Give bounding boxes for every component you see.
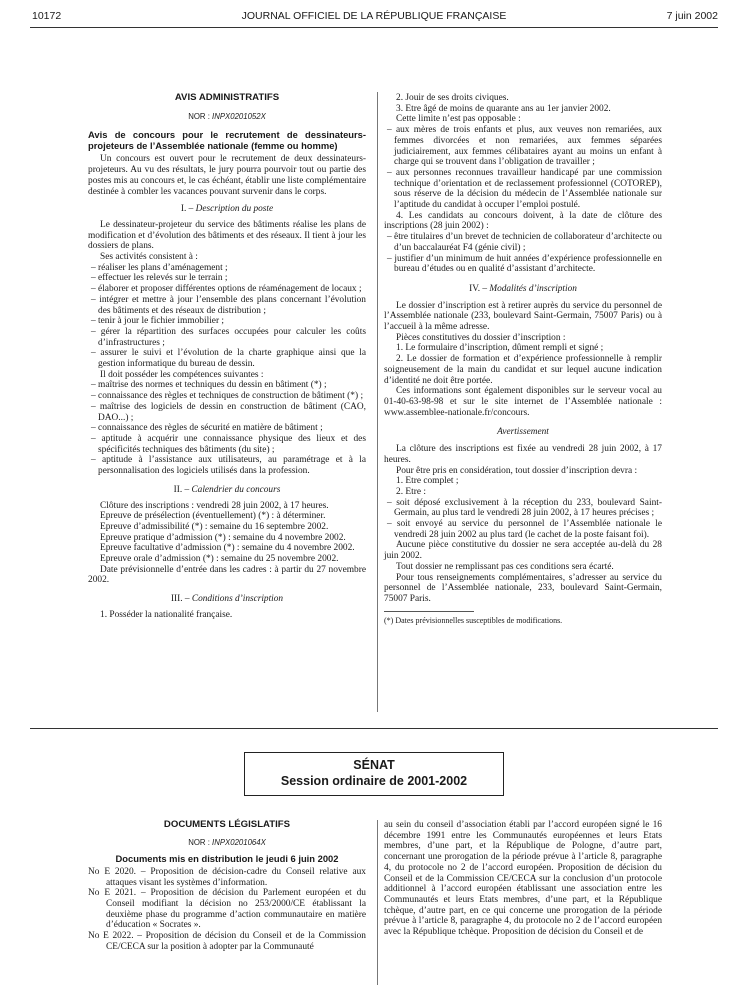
footnote-rule bbox=[384, 611, 474, 612]
list-item: – maîtrise des logiciels de dessin en construction de bâtiment (CAO, DAO...) ; bbox=[91, 401, 366, 423]
right-column bbox=[384, 93, 662, 626]
list-item: – connaissance des règles de sécurité en matière de bâtiment ; bbox=[91, 423, 323, 434]
doc-entry: No E 2020. – Proposition de décision-cadre du Conseil relative aux attaques visant les systèmes d’information. bbox=[88, 866, 366, 888]
section-heading: III. – Conditions d’inscription bbox=[170, 594, 284, 605]
docs-right-column bbox=[384, 820, 662, 938]
paragraph: 1. Posséder la nationalité française. bbox=[100, 609, 233, 620]
paragraph: Epreuve d’admissibilité (*) : semaine du 16 septembre 2002. bbox=[100, 521, 329, 532]
section-heading: II. – Calendrier du concours bbox=[173, 484, 281, 495]
list-item: – être titulaires d’un brevet de technicien de collaborateur d’architecte ou d’un baccalauréat F4 (génie civil) ; bbox=[387, 232, 662, 253]
list-item: – aptitude à acquérir une connaissance physique des lieux et des spécificités techniques des bâtiments (du site) ; bbox=[91, 433, 366, 455]
paragraph: Le dossier d’inscription est à retirer auprès du service du personnel de l’Assemblée nationale (233, boulevard Saint-Germain, 75007 Paris) ou à l’accueil à la même adresse. bbox=[384, 300, 662, 333]
journal-title: JOURNAL OFFICIEL DE LA RÉPUBLIQUE FRANÇAISE bbox=[241, 10, 507, 22]
paragraph: 3. Etre âgé de moins de quarante ans au 1er janvier 2002. bbox=[396, 103, 611, 114]
section-title: AVIS ADMINISTRATIFS bbox=[174, 92, 280, 103]
paragraph: Pour être pris en considération, tout dossier d’inscription devra : bbox=[396, 465, 638, 476]
docs-left-column bbox=[88, 820, 366, 953]
nor-line: NOR : INPX0201064X bbox=[188, 837, 266, 847]
paragraph: Cette limite n’est pas opposable : bbox=[396, 114, 521, 125]
docs-title: DOCUMENTS LÉGISLATIFS bbox=[163, 819, 291, 830]
list-item: – aptitude à l’assistance aux utilisateurs, au paramétrage et à la personnalisation des logiciels utilisés dans la profession. bbox=[91, 455, 366, 477]
list-item: – soit déposé exclusivement à la réception du 233, boulevard Saint-Germain, au plus tard le vendredi 28 juin 2002, à 17 heures précises ; bbox=[387, 497, 662, 519]
paragraph: 1. Le formulaire d’inscription, dûment rempli et signé ; bbox=[396, 343, 604, 354]
list-item: – aux mères de trois enfants et plus, aux veuves non remariées, aux femmes divorcées et non remariées, aux femmes séparées judiciairement, aux femmes célibataires ayant au moins un enfant à charge qui se trouvent dans l’obligation de travailler ; bbox=[387, 125, 662, 168]
nor-line: NOR : INPX0201052X bbox=[188, 111, 266, 121]
column-divider bbox=[377, 92, 378, 712]
paragraph: Ces informations sont également disponibles sur le serveur vocal au 01-40-63-98-98 et sur le site internet de l’Assemblée nationale : www.assemblee-nationale.fr/concours. bbox=[384, 386, 662, 418]
paragraph: Aucune pièce constitutive du dossier ne sera acceptée au-delà du 28 juin 2002. bbox=[384, 540, 662, 562]
doc-entry: No E 2022. – Proposition de décision du Conseil et de la Commission CE/CECA sur la position à adopter par la Communauté bbox=[88, 931, 366, 952]
issue-date: 7 juin 2002 bbox=[666, 10, 718, 22]
section-heading: IV. – Modalités d’inscription bbox=[469, 283, 577, 294]
paragraph: Epreuve facultative d’admission (*) : semaine du 4 novembre 2002. bbox=[100, 543, 355, 554]
list-item: – connaissance des règles et techniques de construction de bâtiment (*) ; bbox=[91, 391, 364, 402]
list-item: – élaborer et proposer différentes options de réaménagement de locaux ; bbox=[91, 284, 362, 295]
list-item: – tenir à jour le fichier immobilier ; bbox=[91, 316, 225, 327]
paragraph: Epreuve pratique d’admission (*) : semaine du 4 novembre 2002. bbox=[100, 532, 346, 543]
column-divider bbox=[377, 820, 378, 985]
senat-title: SÉNAT bbox=[353, 758, 395, 772]
list-item: – justifier d’un minimum de huit années d’expérience professionnelle en bureau d’études ou en qualité d’assistant d’architecte. bbox=[387, 253, 662, 275]
list-item: – réaliser les plans d’aménagement ; bbox=[91, 262, 228, 273]
paragraph: 4. Les candidats au concours doivent, à la date de clôture des inscriptions (28 juin 2002) : bbox=[384, 210, 662, 232]
paragraph: 2. Etre : bbox=[396, 486, 426, 497]
footnote: (*) Dates prévisionnelles susceptibles de modifications. bbox=[384, 615, 563, 625]
avertissement-heading: Avertissement bbox=[497, 427, 549, 438]
paragraph: Ses activités consistent à : bbox=[100, 252, 198, 263]
doc-entry: No E 2021. – Proposition de décision du Parlement européen et du Conseil modifiant la décision no 253/2000/CE établissant la deuxième phase du programme d’action communautaire en matière d’éducation « Socrates ». bbox=[88, 888, 366, 931]
list-item: – maîtrise des normes et techniques du dessin en bâtiment (*) ; bbox=[91, 380, 327, 391]
docs-subtitle: Documents mis en distribution le jeudi 6 juin 2002 bbox=[115, 853, 339, 865]
paragraph: Le dessinateur-projeteur du service des bâtiments réalise les plans de modification et d’évolution des bâtiments et des réseaux. Il tient à jour les dossiers de plans. bbox=[88, 219, 366, 252]
header-rule bbox=[30, 27, 718, 28]
paragraph: Clôture des inscriptions : vendredi 28 juin 2002, à 17 heures. bbox=[100, 500, 329, 511]
page-number: 10172 bbox=[32, 10, 62, 22]
section-heading: I. – Description du poste bbox=[180, 204, 274, 215]
list-item: – gérer la répartition des surfaces occupées pour calculer les coûts d’infrastructures ; bbox=[91, 326, 366, 348]
paragraph: 2. Jouir de ses droits civiques. bbox=[396, 93, 509, 103]
list-item: – effectuer les relevés sur le terrain ; bbox=[91, 273, 228, 284]
list-item: – assurer le suivi et l’évolution de la charte graphique ainsi que la gestion informatique du bureau de dessin. bbox=[91, 348, 366, 370]
paragraph: Epreuve de présélection (éventuellement) (*) : à déterminer. bbox=[100, 511, 326, 522]
left-column bbox=[88, 93, 366, 621]
paragraph: 2. Le dossier de formation et d’expérience professionnelle à remplir soigneusement de la main du candidat et sur lequel aucune indication d’identité ne doit être portée. bbox=[384, 354, 662, 386]
list-item: – soit envoyé au service du personnel de l’Assemblée nationale le vendredi 28 juin 2002 au plus tard (le cachet de la poste faisant foi). bbox=[387, 519, 662, 540]
paragraph: 1. Etre complet ; bbox=[396, 476, 459, 487]
paragraph: au sein du conseil d’association établi par l’accord européen signé le 16 décembre 1991 entre les Communautés européennes et leurs Etats membres, d’une part, et la République de Pologne, d’autre part, concernant une prorogation de la période prévue à l’article 8, paragraphe 4, du protocole no 2 de l’accord européen. Proposition de décision du Conseil et de la Commission CE/CECA sur la conclusion d’un protocole additionnel à l’accord européen établissant une association entre les Communautés et leurs Etats membres, d’une part, et la République tchèque, d’autre part, en ce qui concerne une prorogation de la période prévue à l’article 8, paragraphe 4, du protocole no 2 de l’accord européen avec la République tchèque. Proposition de décision du Conseil et de bbox=[384, 820, 662, 938]
avis-title: Avis de concours pour le recrutement de dessinateurs-projeteurs de l’Assemblée nationale (femme ou homme) bbox=[88, 129, 366, 151]
paragraph: Date prévisionnelle d’entrée dans les cadres : à partir du 27 novembre 2002. bbox=[88, 564, 366, 586]
intro-paragraph: Un concours est ouvert pour le recrutement de deux dessinateurs-projeteurs. Au vu des résultats, le jury pourra pourvoir tout ou partie des postes mis au concours et, le cas échéant, établir une liste complémentaire destinée à combler les vacances pouvant survenir dans le corps. bbox=[88, 154, 366, 197]
senat-session: Session ordinaire de 2001-2002 bbox=[280, 774, 468, 788]
list-item: – intégrer et mettre à jour l’ensemble des plans concernant l’évolution des bâtiments et des réseaux de distribution ; bbox=[91, 294, 366, 316]
paragraph: Tout dossier ne remplissant pas ces conditions sera écarté. bbox=[396, 561, 614, 572]
paragraph: Pièces constitutives du dossier d’inscription : bbox=[396, 332, 566, 343]
section-rule bbox=[30, 728, 718, 729]
paragraph: Pour tous renseignements complémentaires, s’adresser au service du personnel de l’Assemblée nationale, 233, boulevard Saint-Germain, 75007 Paris. bbox=[384, 572, 662, 604]
senat-box bbox=[244, 752, 504, 796]
list-item: – aux personnes reconnues travailleur handicapé par une commission technique d’orientation et de reclassement professionnel (COTOREP), sous réserve de la décision du médecin de l’Assemblée nationale sur l’aptitude du candidat à occuper l’emploi postulé. bbox=[387, 167, 662, 211]
paragraph: Epreuve orale d’admission (*) : semaine du 25 novembre 2002. bbox=[100, 554, 339, 565]
paragraph: La clôture des inscriptions est fixée au vendredi 28 juin 2002, à 17 heures. bbox=[384, 444, 662, 465]
paragraph: Il doit posséder les compétences suivantes : bbox=[100, 369, 264, 380]
